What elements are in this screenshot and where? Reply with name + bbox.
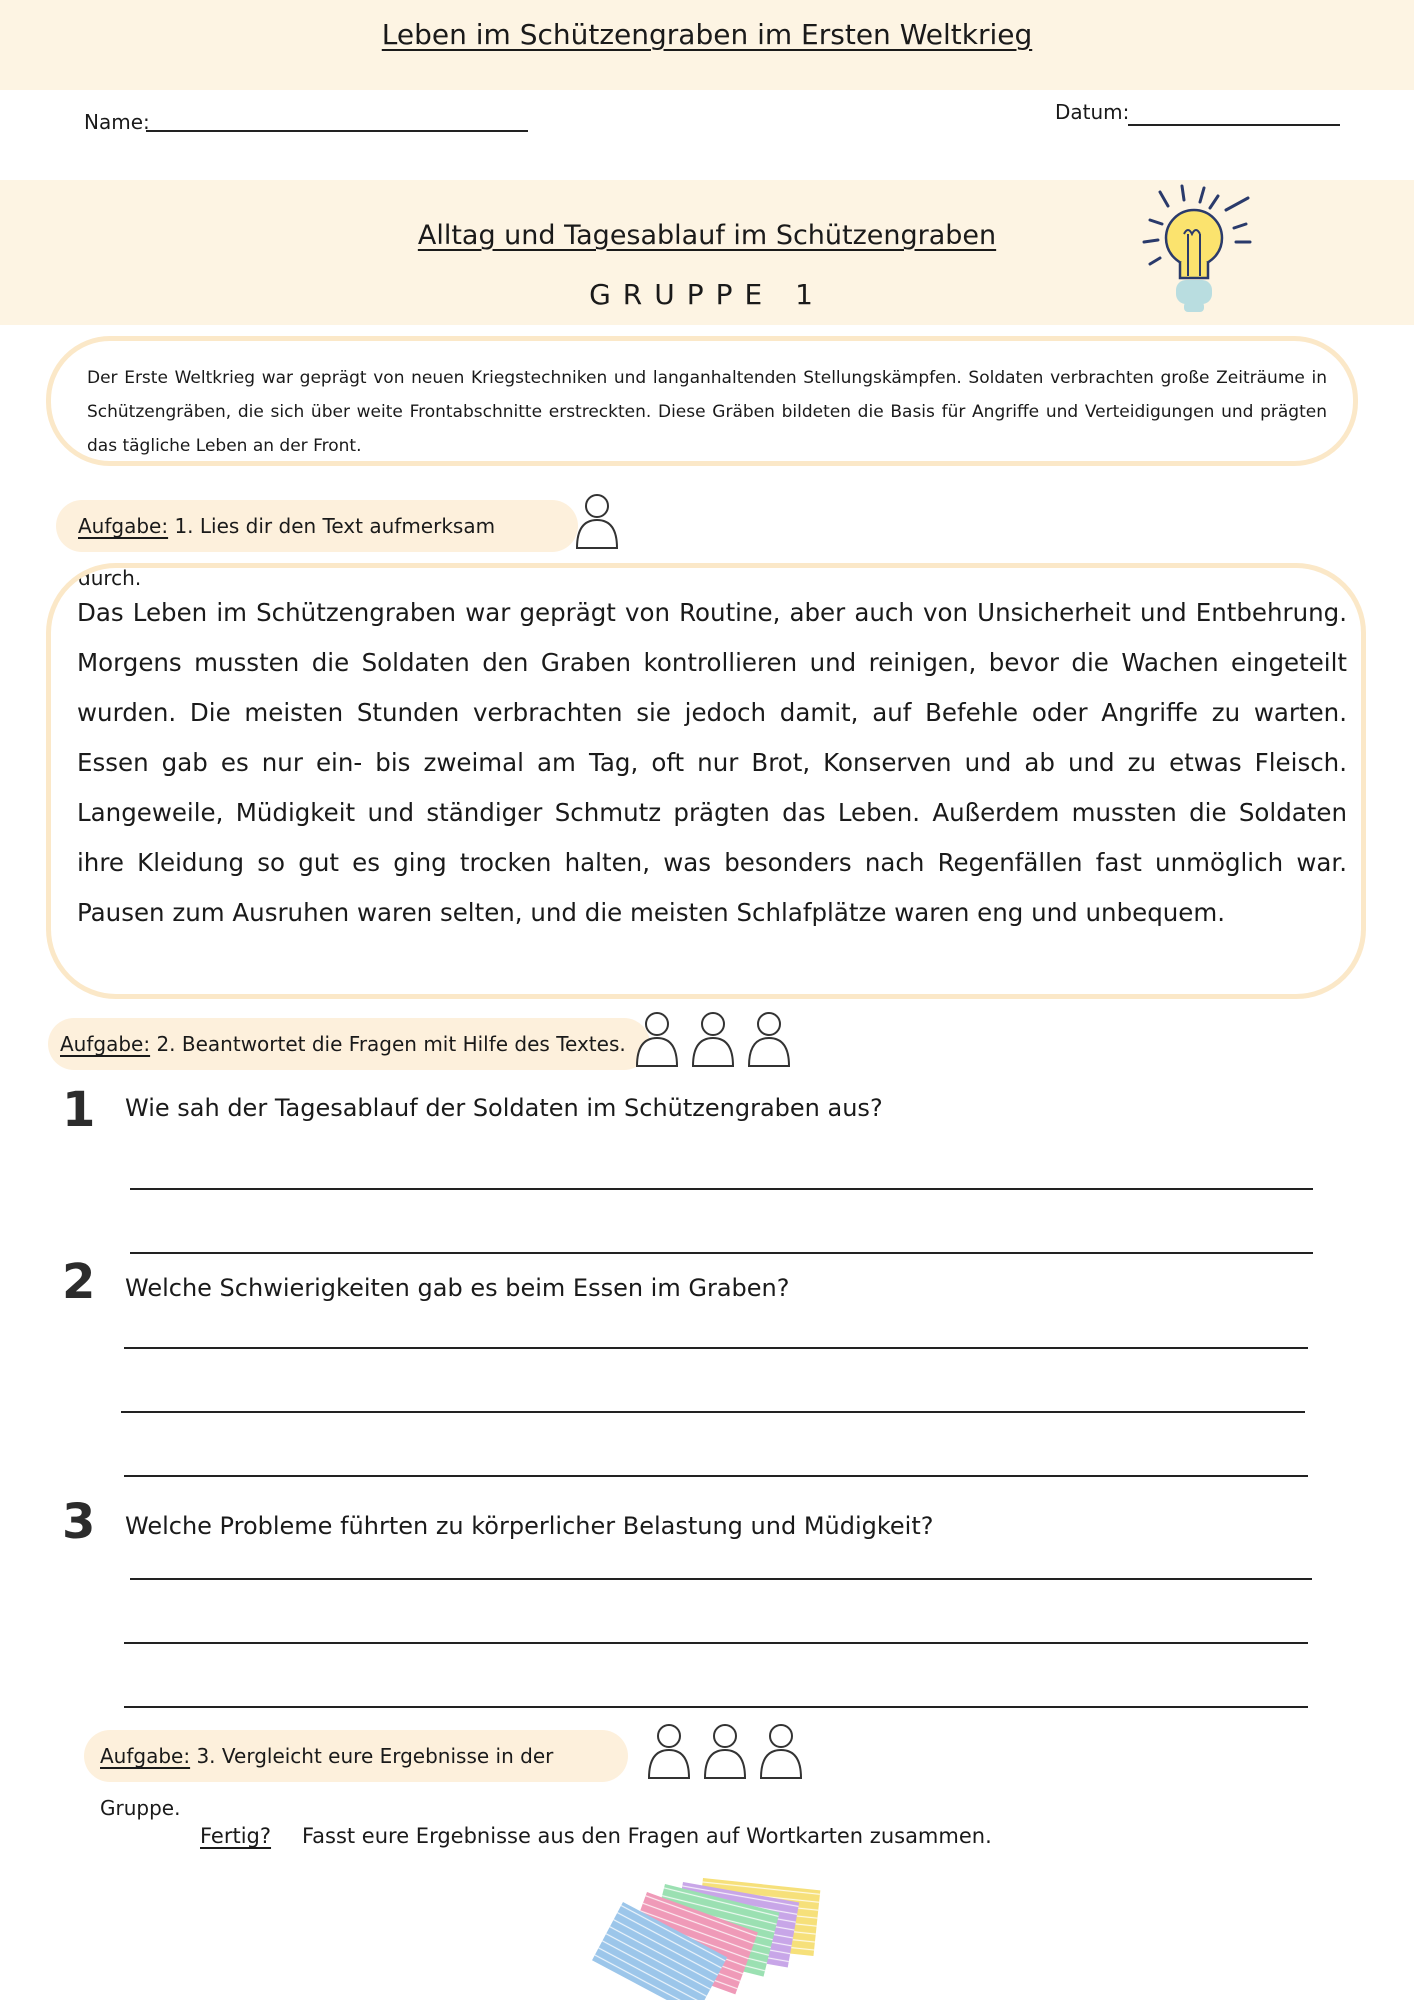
task-2-pill bbox=[48, 1018, 650, 1070]
answer-line[interactable] bbox=[124, 1347, 1308, 1349]
task-1-pill bbox=[56, 500, 578, 590]
group-title: GRUPPE 1 bbox=[589, 278, 825, 311]
name-label: Name: bbox=[84, 110, 150, 134]
task-3-pill bbox=[84, 1730, 628, 1820]
person-icon bbox=[574, 492, 620, 552]
answer-line[interactable] bbox=[124, 1706, 1308, 1708]
task-1-label: Aufgabe: bbox=[78, 514, 169, 538]
finish-label: Fertig? bbox=[200, 1824, 272, 1848]
person-icon bbox=[746, 1010, 792, 1070]
question-1-text: Wie sah der Tagesablauf der Soldaten im Schützengraben aus? bbox=[125, 1094, 883, 1122]
lightbulb-icon bbox=[1130, 184, 1260, 319]
task-2-text: 2. Beantwortet die Fragen mit Hilfe des Textes. bbox=[150, 1032, 626, 1056]
person-icon bbox=[690, 1010, 736, 1070]
answer-line[interactable] bbox=[124, 1475, 1308, 1477]
question-2-number: 2 bbox=[62, 1254, 96, 1310]
date-field[interactable] bbox=[1128, 124, 1340, 126]
index-cards-icon bbox=[585, 1860, 825, 2000]
task-2-label: Aufgabe: bbox=[60, 1032, 151, 1056]
question-3-text: Welche Probleme führten zu körperlicher Belastung und Müdigkeit? bbox=[125, 1512, 934, 1540]
task-3-text: 3. Vergleicht eure Ergebnisse in der Gruppe. bbox=[100, 1744, 554, 1820]
person-icon bbox=[702, 1722, 748, 1782]
task-3-label: Aufgabe: bbox=[100, 1744, 191, 1768]
answer-line[interactable] bbox=[130, 1578, 1312, 1580]
name-field[interactable] bbox=[146, 130, 528, 132]
person-icon bbox=[646, 1722, 692, 1782]
answer-line[interactable] bbox=[121, 1411, 1305, 1413]
answer-line[interactable] bbox=[124, 1642, 1308, 1644]
reading-text-box: Das Leben im Schützengraben war geprägt von Routine, aber auch von Unsicherheit und Entbehrung. Morgens mussten die Soldaten den Graben kontrollieren und reinigen, bevor die Wachen eingeteilt wurden. Die meisten Stunden verbrachten sie jedoch damit, auf Befehle oder Angriffe zu warten. Essen gab es nur ein- bis zweimal am Tag, oft nur Brot, Konserven und ab und zu etwas Fleisch. Langeweile, Müdigkeit und ständiger Schmutz prägten das Leben. Außerdem mussten die Soldaten ihre Kleidung so gut es ging trocken halten, was besonders nach Regenfällen fast unmöglich war. Pausen zum Ausruhen waren selten, und die meisten Schlafplätze waren eng und unbequem. bbox=[46, 563, 1366, 999]
answer-line[interactable] bbox=[130, 1252, 1313, 1254]
question-2-text: Welche Schwierigkeiten gab es beim Essen im Graben? bbox=[125, 1274, 790, 1302]
question-3-number: 3 bbox=[62, 1494, 96, 1550]
intro-text-box: Der Erste Weltkrieg war geprägt von neuen Kriegstechniken und langanhaltenden Stellungskämpfen. Soldaten verbrachten große Zeiträume in Schützengräben, die sich über weite Frontabschnitte erstreckten. Diese Gräben bildeten die Basis für Angriffe und Verteidigungen und prägten das tägliche Leben an der Front. bbox=[46, 336, 1358, 466]
task-1-text: 1. Lies dir den Text aufmerksam durch. bbox=[78, 514, 496, 590]
question-1-number: 1 bbox=[62, 1082, 96, 1138]
person-icon bbox=[634, 1010, 680, 1070]
section-title: Alltag und Tagesablauf im Schützengraben bbox=[417, 220, 997, 251]
answer-line[interactable] bbox=[130, 1188, 1313, 1190]
worksheet-title: Leben im Schützengraben im Ersten Weltkrieg bbox=[381, 18, 1033, 51]
date-label: Datum: bbox=[1055, 100, 1130, 124]
person-icon bbox=[758, 1722, 804, 1782]
finish-text: Fasst eure Ergebnisse aus den Fragen auf Wortkarten zusammen. bbox=[302, 1824, 992, 1848]
